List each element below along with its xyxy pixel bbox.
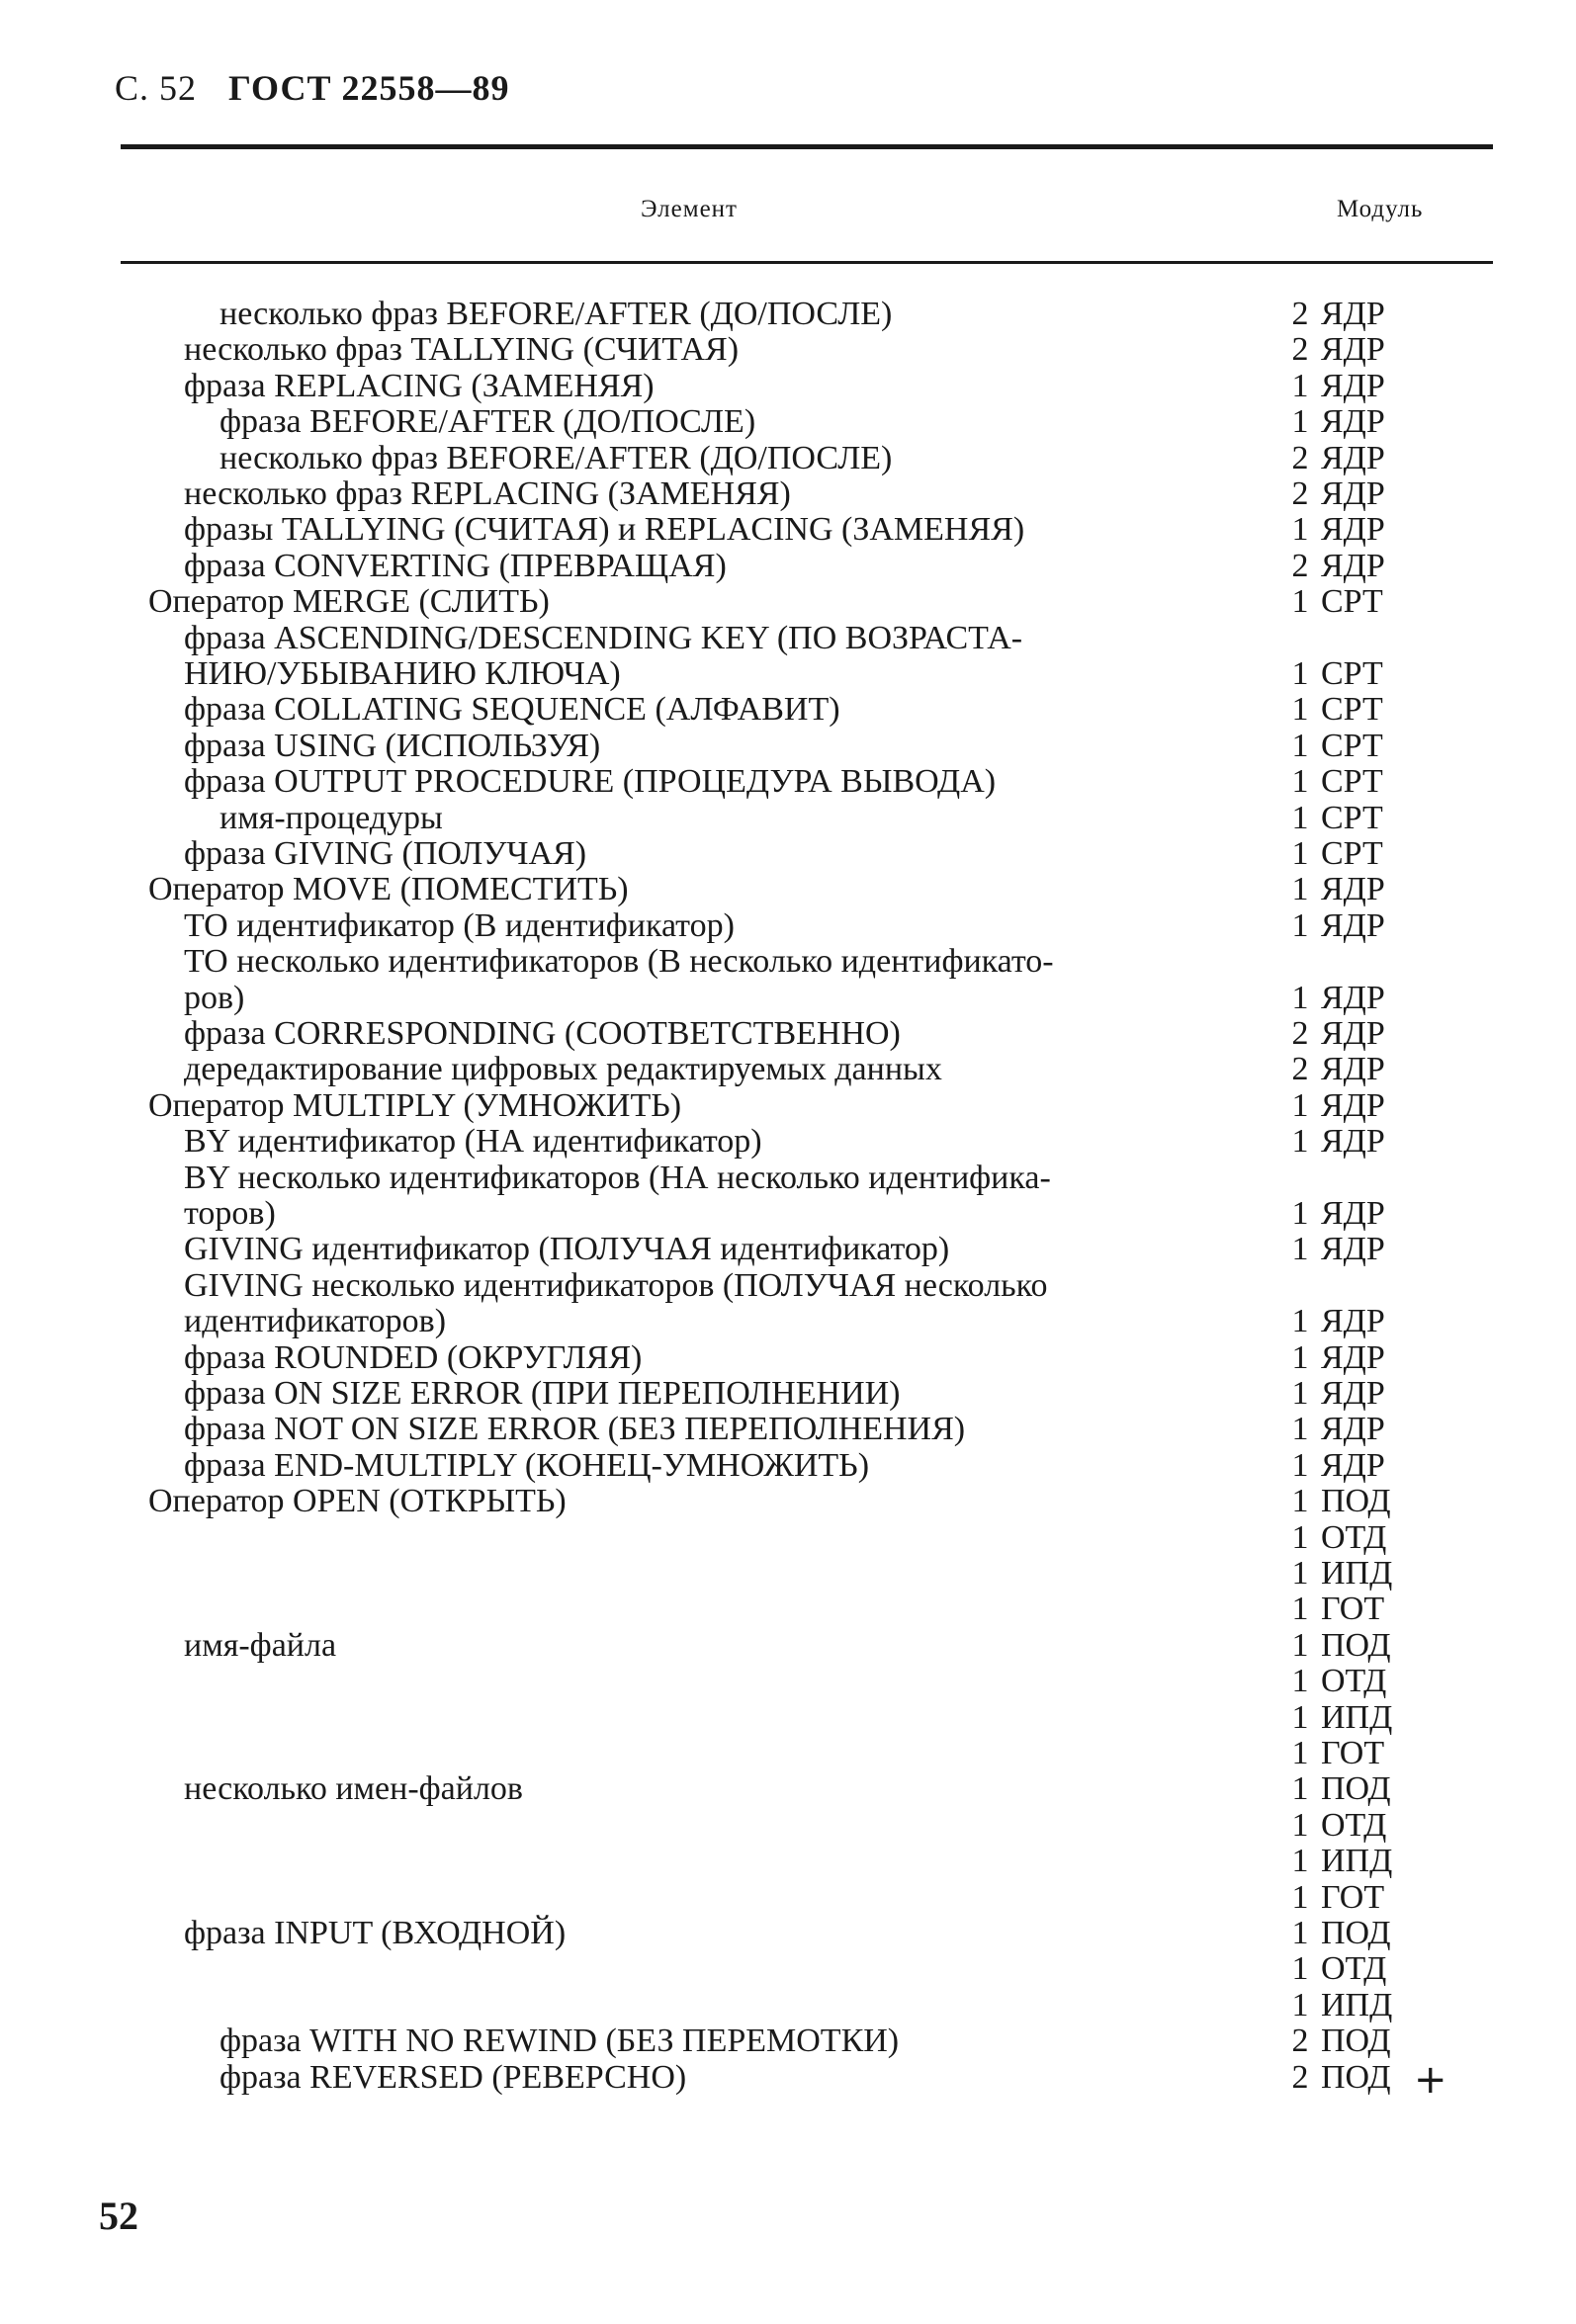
level-number: 1: [1291, 727, 1309, 764]
element-text: имя-файла: [184, 1626, 337, 1664]
module-code: ЯДР: [1321, 1411, 1385, 1448]
module-code: ЯДР: [1321, 1303, 1385, 1340]
element-text: несколько фраз TALLYING (СЧИТАЯ): [184, 331, 740, 369]
element-text: Оператор MOVE (ПОМЕСТИТЬ): [148, 871, 629, 908]
module-code: ЯДР: [1321, 1231, 1385, 1268]
level-number: 1: [1291, 1878, 1309, 1916]
module-code: ЯДР: [1321, 403, 1385, 441]
element-text: фраза CORRESPONDING (СООТВЕТСТВЕННО): [184, 1015, 901, 1052]
level-number: 1: [1291, 367, 1309, 404]
module-code: ЯДР: [1321, 1446, 1385, 1484]
module-code: ИПД: [1321, 1555, 1393, 1592]
module-code: ИПД: [1321, 1986, 1393, 2023]
element-text: фраза CONVERTING (ПРЕВРАЩАЯ): [184, 547, 727, 584]
element-text: Оператор OPEN (ОТКРЫТЬ): [148, 1483, 567, 1520]
element-text: GIVING несколько идентификаторов (ПОЛУЧАЯ несколько: [184, 1266, 1048, 1304]
level-number: 2: [1291, 331, 1309, 369]
module-code: ГОТ: [1321, 1591, 1385, 1628]
level-number: 1: [1291, 1446, 1309, 1484]
level-number: 1: [1291, 691, 1309, 729]
level-number: 2: [1291, 1051, 1309, 1088]
module-code: ПОД: [1321, 1483, 1391, 1520]
module-code: ЯДР: [1321, 296, 1385, 332]
standard-designation: ГОСТ 22558—89: [228, 68, 510, 108]
module-code: ГОТ: [1321, 1735, 1385, 1771]
module-code: ОТД: [1321, 1806, 1387, 1844]
element-text: фраза COLLATING SEQUENCE (АЛФАВИТ): [184, 691, 840, 729]
level-number: 1: [1291, 1123, 1309, 1161]
element-text: фраза ASCENDING/DESCENDING KEY (ПО ВОЗРАСТА-: [184, 619, 1023, 656]
element-text: фраза GIVING (ПОЛУЧАЯ): [184, 835, 587, 872]
element-text: торов): [184, 1195, 276, 1232]
element-text: фраза BEFORE/AFTER (ДО/ПОСЛЕ): [219, 403, 756, 441]
level-number: 1: [1291, 1806, 1309, 1844]
module-code: ЯДР: [1321, 1375, 1385, 1412]
level-number: 1: [1291, 763, 1309, 801]
module-code: ПОД: [1321, 1915, 1391, 1951]
module-code: ГОТ: [1321, 1878, 1385, 1916]
module-code: ЯДР: [1321, 511, 1385, 549]
element-text: фраза NOT ON SIZE ERROR (БЕЗ ПЕРЕПОЛНЕНИЯ): [184, 1411, 966, 1448]
element-text: фраза REVERSED (РЕВЕРСНО): [219, 2058, 687, 2096]
level-number: 1: [1291, 1518, 1309, 1556]
level-number: 1: [1291, 1086, 1309, 1124]
level-number: 2: [1291, 296, 1309, 332]
element-text: несколько фраз BEFORE/AFTER (ДО/ПОСЛЕ): [219, 439, 893, 476]
element-text: фраза WITH NO REWIND (БЕЗ ПЕРЕМОТКИ): [219, 2023, 900, 2060]
module-code: СРТ: [1321, 583, 1383, 621]
element-text: фраза USING (ИСПОЛЬЗУЯ): [184, 727, 601, 764]
element-text: фраза REPLACING (ЗАМЕНЯЯ): [184, 367, 655, 404]
level-number: 1: [1291, 1483, 1309, 1520]
level-number: 1: [1291, 1626, 1309, 1664]
element-text: имя-процедуры: [219, 799, 443, 836]
level-number: 1: [1291, 1698, 1309, 1736]
level-number: 1: [1291, 1843, 1309, 1880]
level-number: 2: [1291, 547, 1309, 584]
level-number: 1: [1291, 1986, 1309, 2023]
element-text: НИЮ/УБЫВАНИЮ КЛЮЧА): [184, 655, 621, 692]
element-text: Оператор MERGE (СЛИТЬ): [148, 583, 550, 621]
level-number: 1: [1291, 835, 1309, 872]
module-code: СРТ: [1321, 835, 1383, 872]
level-number: 2: [1291, 1015, 1309, 1052]
column-header-module: Модуль: [1337, 196, 1424, 222]
level-number: 1: [1291, 655, 1309, 692]
level-number: 1: [1291, 1338, 1309, 1376]
module-code: ЯДР: [1321, 475, 1385, 512]
module-code: ЯДР: [1321, 1195, 1385, 1232]
element-text: идентификаторов): [184, 1303, 447, 1340]
module-code: ЯДР: [1321, 1086, 1385, 1124]
module-code: ОТД: [1321, 1518, 1387, 1556]
element-text: TO несколько идентификаторов (В несколько идентификато-: [184, 943, 1054, 981]
level-number: 1: [1291, 1663, 1309, 1700]
element-text: фраза ROUNDED (ОКРУГЛЯЯ): [184, 1338, 643, 1376]
element-text: Оператор MULTIPLY (УМНОЖИТЬ): [148, 1086, 682, 1124]
level-number: 1: [1291, 799, 1309, 836]
module-code: СРТ: [1321, 763, 1383, 801]
level-number: 1: [1291, 1735, 1309, 1771]
level-number: 1: [1291, 979, 1309, 1016]
level-number: 2: [1291, 2023, 1309, 2060]
module-code: ЯДР: [1321, 547, 1385, 584]
module-code: ЯДР: [1321, 331, 1385, 369]
module-code: ЯДР: [1321, 439, 1385, 476]
module-code: СРТ: [1321, 799, 1383, 836]
level-number: 1: [1291, 1915, 1309, 1951]
element-text: TO идентификатор (В идентификатор): [184, 906, 735, 944]
module-code: ЯДР: [1321, 367, 1385, 404]
element-text: несколько фраз REPLACING (ЗАМЕНЯЯ): [184, 475, 791, 512]
module-code: ЯДР: [1321, 1051, 1385, 1088]
module-code: ПОД: [1321, 1770, 1391, 1808]
module-code: ПОД: [1321, 1626, 1391, 1664]
module-code: ЯДР: [1321, 1123, 1385, 1161]
level-number: 1: [1291, 1555, 1309, 1592]
module-code: СРТ: [1321, 655, 1383, 692]
level-number: 1: [1291, 1950, 1309, 1988]
module-code: ПОД: [1321, 2058, 1391, 2096]
level-number: 1: [1291, 1770, 1309, 1808]
level-number: 1: [1291, 511, 1309, 549]
level-number: 1: [1291, 906, 1309, 944]
element-text: GIVING идентификатор (ПОЛУЧАЯ идентификатор): [184, 1231, 950, 1268]
level-number: 1: [1291, 583, 1309, 621]
element-text: фраза INPUT (ВХОДНОЙ): [184, 1915, 567, 1951]
element-text: ров): [184, 979, 245, 1016]
page-reference: С. 52: [115, 68, 198, 108]
level-number: 1: [1291, 1303, 1309, 1340]
element-text: фраза OUTPUT PROCEDURE (ПРОЦЕДУРА ВЫВОДА): [184, 763, 997, 801]
element-text: фразы TALLYING (СЧИТАЯ) и REPLACING (ЗАМЕНЯЯ): [184, 511, 1025, 549]
element-text: BY несколько идентификаторов (НА несколько идентифика-: [184, 1159, 1051, 1196]
element-text: несколько фраз BEFORE/AFTER (ДО/ПОСЛЕ): [219, 296, 893, 332]
module-code: ЯДР: [1321, 979, 1385, 1016]
element-text: фраза ON SIZE ERROR (ПРИ ПЕРЕПОЛНЕНИИ): [184, 1375, 901, 1412]
level-number: 1: [1291, 871, 1309, 908]
level-number: 1: [1291, 1591, 1309, 1628]
level-number: 1: [1291, 403, 1309, 441]
level-number: 2: [1291, 475, 1309, 512]
element-text: BY идентификатор (НА идентификатор): [184, 1123, 762, 1161]
module-code: ЯДР: [1321, 906, 1385, 944]
level-number: 1: [1291, 1411, 1309, 1448]
level-number: 2: [1291, 2058, 1309, 2096]
module-code: ИПД: [1321, 1698, 1393, 1736]
page-number: 52: [99, 2194, 138, 2238]
module-code: ПОД: [1321, 2023, 1391, 2060]
level-number: 1: [1291, 1375, 1309, 1412]
module-code: ОТД: [1321, 1950, 1387, 1988]
module-code: ЯДР: [1321, 871, 1385, 908]
change-mark: +: [1414, 2057, 1447, 2103]
module-code: ОТД: [1321, 1663, 1387, 1700]
element-text: фраза END-MULTIPLY (КОНЕЦ-УМНОЖИТЬ): [184, 1446, 870, 1484]
level-number: 1: [1291, 1231, 1309, 1268]
level-number: 2: [1291, 439, 1309, 476]
module-code: СРТ: [1321, 727, 1383, 764]
module-code: ИПД: [1321, 1843, 1393, 1880]
element-text: дередактирование цифровых редактируемых данных: [184, 1051, 942, 1088]
module-code: ЯДР: [1321, 1338, 1385, 1376]
element-text: несколько имен-файлов: [184, 1770, 523, 1808]
module-code: ЯДР: [1321, 1015, 1385, 1052]
level-number: 1: [1291, 1195, 1309, 1232]
column-header-element: Элемент: [641, 196, 738, 222]
module-code: СРТ: [1321, 691, 1383, 729]
